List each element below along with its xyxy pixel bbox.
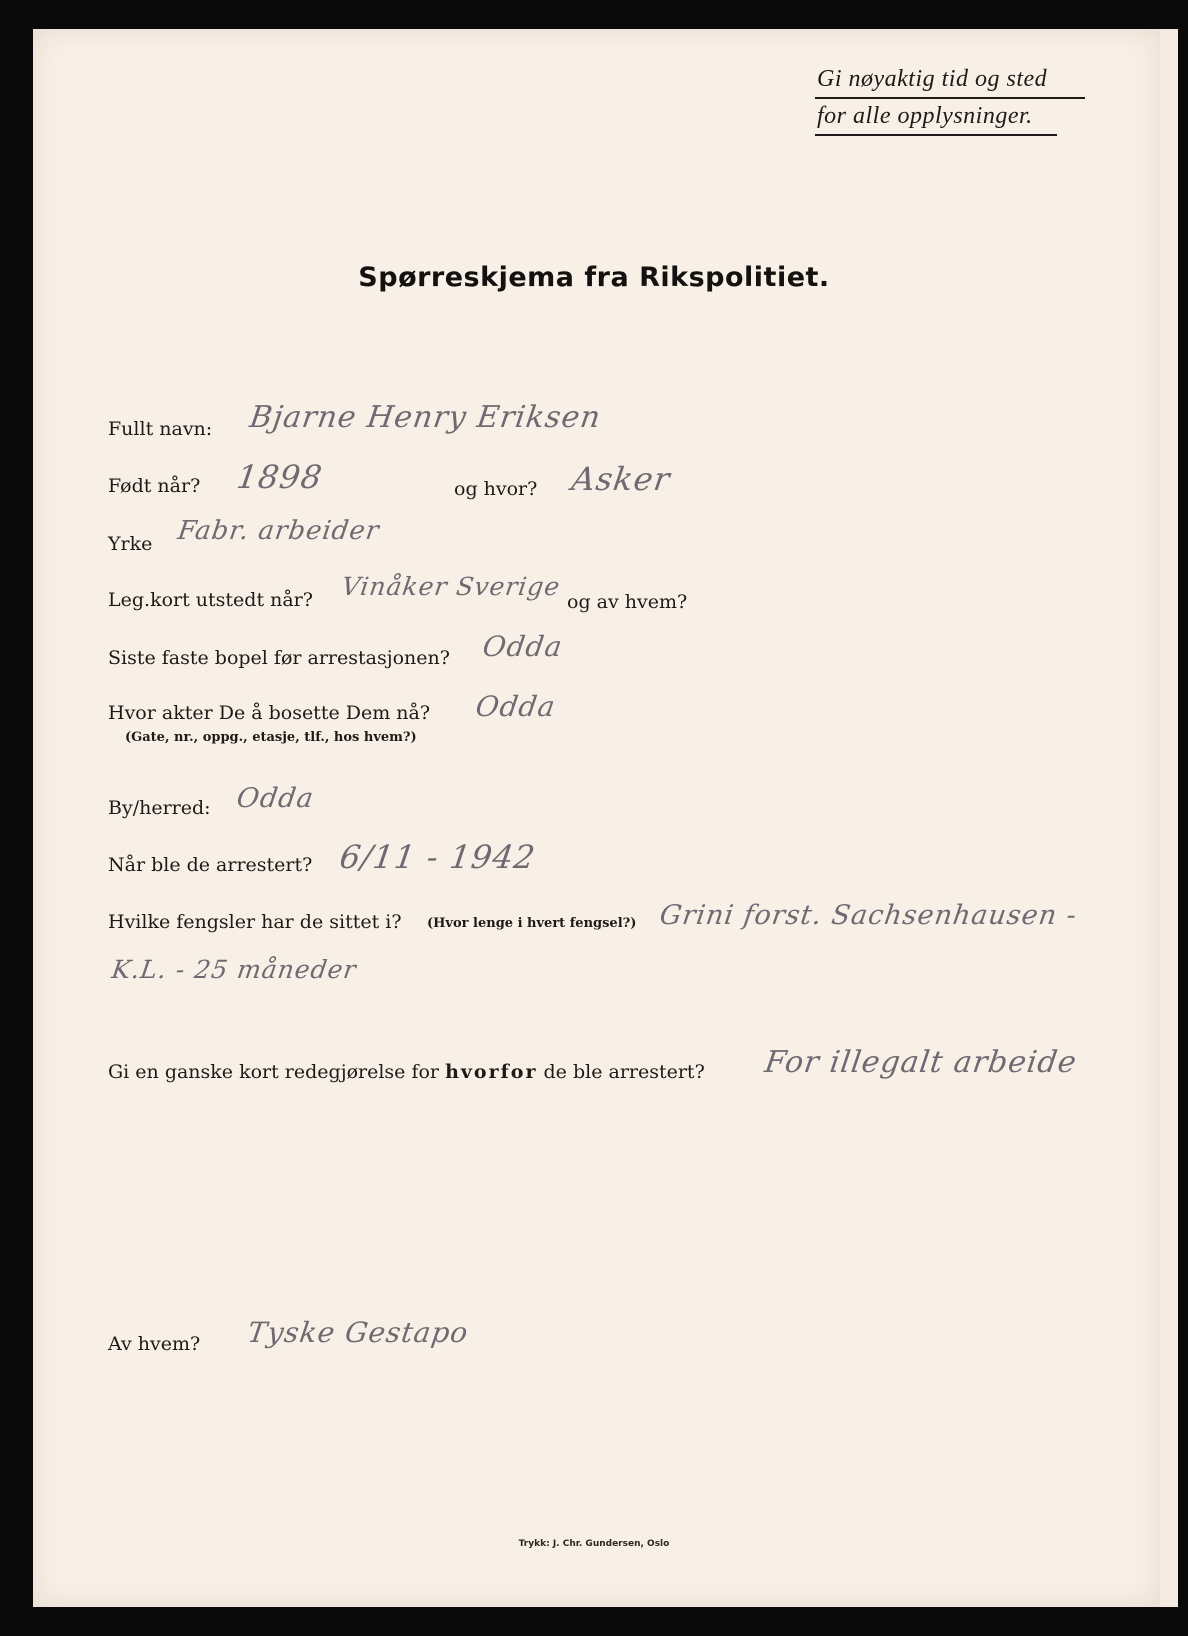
reason-label-end: de ble arrestert?: [543, 1061, 705, 1083]
prisons-hint: (Hvor lenge i hvert fengsel?): [427, 916, 637, 931]
born-where-label: og hvor?: [454, 478, 538, 500]
born-where-value: Asker: [569, 460, 673, 498]
arrested-value: 6/11 - 1942: [337, 838, 539, 876]
last-residence-value: Odda: [480, 630, 565, 663]
prisons-value-line-1: Grini forst. Sachsenhausen -: [657, 900, 1080, 931]
id-card-by-label: og av hvem?: [567, 591, 688, 613]
born-when-label: Født når?: [108, 475, 201, 497]
city-value: Odda: [234, 783, 316, 814]
settle-label: Hvor akter De å bosette Dem nå?: [108, 702, 431, 724]
settle-hint: (Gate, nr., oppg., etasje, tlf., hos hvem?): [125, 730, 417, 745]
instruction-note: [815, 62, 1085, 136]
full-name-label: Fullt navn:: [108, 418, 213, 440]
occupation-label: Yrke: [108, 533, 153, 555]
reason-value: For illegalt arbeide: [762, 1045, 1080, 1080]
id-card-when-value: Vinåker Sverige: [339, 572, 563, 601]
born-when-value: 1898: [234, 458, 326, 496]
arrested-label: Når ble de arrestert?: [108, 854, 313, 876]
reason-label-start: Gi en ganske kort redegjørelse for: [108, 1061, 440, 1083]
city-label: By/herred:: [108, 797, 211, 819]
last-residence-label: Siste faste bopel før arrestasjonen?: [108, 647, 450, 669]
instruction-line-1: Gi nøyaktig tid og sted: [815, 62, 1085, 99]
id-card-when-label: Leg.kort utstedt når?: [108, 589, 313, 611]
printer-imprint: Trykk: J. Chr. Gundersen, Oslo: [518, 1539, 670, 1549]
settle-value: Odda: [473, 690, 558, 723]
by-whom-value: Tyske Gestapo: [245, 1316, 471, 1349]
prisons-value-line-2: K.L. - 25 måneder: [109, 955, 359, 984]
instruction-line-2: for alle opplysninger.: [815, 99, 1057, 136]
reason-label-emphasis: hvorfor: [445, 1061, 538, 1083]
occupation-value: Fabr. arbeider: [175, 516, 382, 546]
full-name-value: Bjarne Henry Eriksen: [247, 400, 604, 435]
by-whom-label: Av hvem?: [108, 1333, 201, 1355]
reason-label: [108, 1061, 705, 1083]
prisons-label: Hvilke fengsler har de sittet i?: [108, 911, 402, 933]
form-title: Spørreskjema fra Rikspolitiet.: [358, 262, 830, 293]
